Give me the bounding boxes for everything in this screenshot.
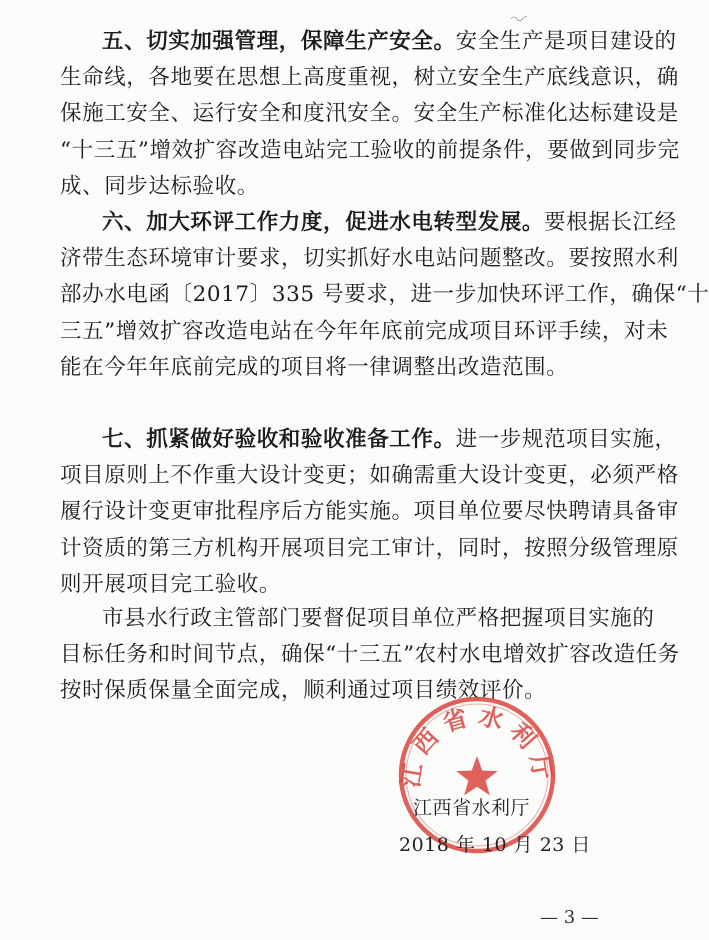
paragraph-line: 目标任务和时间节点，确保“十三五”农村水电增效扩容改造任务 [60,642,680,668]
paragraph-line: 市县水行政主管部门要督促项目单位严格把握项目实施的 [102,606,655,631]
paragraph-line: 三五”增效扩容改造电站在今年年底前完成项目环评手续，对未 [60,318,669,344]
paragraph-heading: 五、切实加强管理，保障生产安全。 [102,29,456,54]
paragraph-line: 七、抓紧做好验收和验收准备工作。进一步规范项目实施， [102,427,677,452]
paragraph-heading: 六、加大环评工作力度，促进水电转型发展。 [102,210,545,235]
paragraph-line: 生命线，各地要在思想上高度重视，树立安全生产底线意识，确 [60,65,679,91]
paragraph-seven [60,422,679,603]
paragraph-line: 则开展项目完工验收。 [60,571,282,597]
paragraph-line: “十三五”增效扩容改造电站完工验收的前提条件，要做到同步完 [60,137,680,163]
paragraph-line: 保施工安全、运行安全和度汛安全。安全生产标准化达标建设是 [60,101,679,127]
corner-scribble-mark [510,13,528,23]
issuer-signature: 江西省水利厅 [413,797,531,819]
paragraph-heading: 七、抓紧做好验收和验收准备工作。 [102,427,456,452]
paragraph-six [60,205,709,386]
seal-star-icon [456,756,497,795]
issue-date: 2018 年 10 月 23 日 [399,834,591,856]
paragraph-line: 履行设计变更审批程序后方能实施。项目单位要尽快聘请具备审 [60,499,679,525]
paragraph-line: 五、切实加强管理，保障生产安全。安全生产是项目建设的 [102,29,677,54]
paragraph-line: 济带生态环境审计要求，切实抓好水电站问题整改。要按照水利 [60,246,679,272]
paragraph-line: 六、加大环评工作力度，促进水电转型发展。要根据长江经 [102,210,677,235]
seal-arc-text: 江西省水利厅 [396,701,558,790]
page-number: — 3 — [540,907,599,928]
paragraph-line: 成、同步达标验收。 [60,173,259,199]
paragraph-five [60,24,680,205]
paragraph-line: 部办水电函〔2017〕335 号要求，进一步加快环评工作，确保“十 [60,282,709,308]
paragraph-line: 按时保质保量全面完成，顺利通过项目绩效评价。 [60,678,547,704]
paragraph-line: 项目原则上不作重大设计变更；如确需重大设计变更，必须严格 [60,463,679,489]
paragraph-line: 能在今年年底前完成的项目将一律调整出改造范围。 [60,354,569,380]
paragraph-line: 计资质的第三方机构开展项目完工审计，同时，按照分级管理原 [60,535,679,561]
